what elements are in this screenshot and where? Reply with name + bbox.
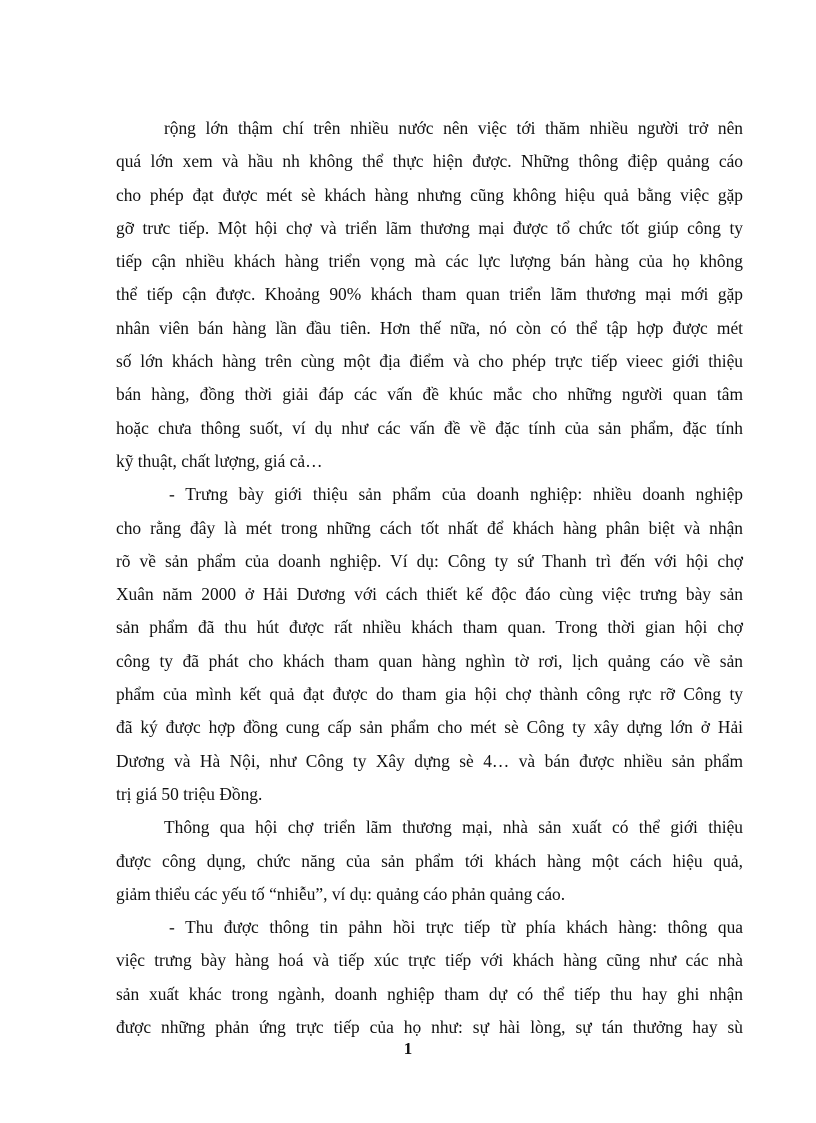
text-line: giảm thiểu các yếu tố “nhiễu”, ví dụ: quảng cáo phản quảng cáo. [116, 883, 566, 904]
text-line: Thông qua hội chợ triển lãm thương mại, nhà sản xuất có thể giới thiệu [164, 817, 743, 838]
text-line: được công dụng, chức năng của sản phẩm tới khách hàng một cách hiệu quả, [116, 850, 743, 871]
text-line: nhân viên bán hàng lần đầu tiên. Hơn thế nữa, nó còn có thể tập hợp được mét [116, 317, 743, 338]
text-line: cho rằng đây là mét trong những cách tốt nhất để khách hàng phân biệt và nhận [116, 517, 743, 538]
paragraph-product-display [116, 478, 743, 811]
text-line: kỹ thuật, chất lượng, giá cả… [116, 450, 323, 471]
text-line: rõ về sản phẩm của doanh nghiệp. Ví dụ: Công ty sứ Thanh trì đến với hội chợ [116, 550, 743, 571]
text-line: được những phản ứng trực tiếp của họ như: sự hài lòng, sự tán thưởng hay sù [116, 1017, 743, 1038]
text-line: hoặc chưa thông suốt, ví dụ như các vấn đề về đặc tính của sản phẩm, đặc tính [116, 417, 743, 438]
text-line: bán hàng, đồng thời giải đáp các vấn đề khúc mắc cho những người quan tâm [116, 384, 743, 405]
text-line: cho phép đạt được mét sè khách hàng nhưng cũng không hiệu quả bằng việc gặp [116, 184, 743, 205]
text-line: rộng lớn thậm chí trên nhiều nước nên việc tới thăm nhiều người trở nên [164, 118, 743, 138]
text-line: gỡ trưc tiếp. Một hội chợ và triển lãm thương mại được tổ chức tốt giúp công ty [116, 217, 743, 238]
text-line: trị giá 50 triệu Đồng. [116, 783, 263, 804]
page-number: 1 [403, 1039, 413, 1058]
text-line: sản xuất khác trong ngành, doanh nghiệp tham dự có thể tiếp thu hay ghi nhận [116, 983, 743, 1004]
text-line: Dương và Hà Nội, như Công ty Xây dựng sè 4… và bán được nhiều sản phẩm [116, 750, 743, 771]
text-line: quá lớn xem và hầu nh không thể thực hiện được. Những thông điệp quảng cáo [116, 151, 743, 172]
text-line: số lớn khách hàng trên cùng một địa điểm và cho phép trực tiếp vieec giới thiệu [116, 351, 743, 372]
text-line: - Trưng bày giới thiệu sản phẩm của doanh nghiệp: nhiều doanh nghiệp [169, 484, 743, 505]
text-line: phẩm của mình kết quả đạt được do tham gia hội chợ thành công rực rỡ Công ty [116, 684, 743, 705]
text-line: Xuân năm 2000 ở Hải Dương với cách thiết kế độc đáo cùng việc trưng bày sản [116, 584, 743, 605]
text-line: tiếp cận nhiều khách hàng triển vọng mà các lực lượng bán hàng của họ không [116, 251, 743, 272]
text-line: đã ký được hợp đồng cung cấp sản phẩm cho mét sè Công ty xây dựng lớn ở Hải [116, 717, 743, 738]
paragraph-trade-fair-reach [116, 112, 743, 478]
document-page [116, 112, 743, 1044]
text-line: công ty đã phát cho khách tham quan hàng nghìn tờ rơi, lịch quảng cáo về sản [116, 650, 743, 671]
text-line: thể tiếp cận được. Khoảng 90% khách tham quan triển lãm thương mại mới gặp [116, 284, 743, 305]
text-line: sản phẩm đã thu hút được rất nhiều khách tham quan. Trong thời gian hội chợ [116, 617, 743, 638]
text-line: - Thu được thông tin pảhn hồi trực tiếp từ phía khách hàng: thông qua [169, 917, 743, 938]
paragraph-customer-feedback [116, 911, 743, 1044]
text-line: việc trưng bày hàng hoá và tiếp xúc trực tiếp với khách hàng cũng như các nhà [116, 950, 743, 971]
paragraph-product-introduction [116, 811, 743, 911]
